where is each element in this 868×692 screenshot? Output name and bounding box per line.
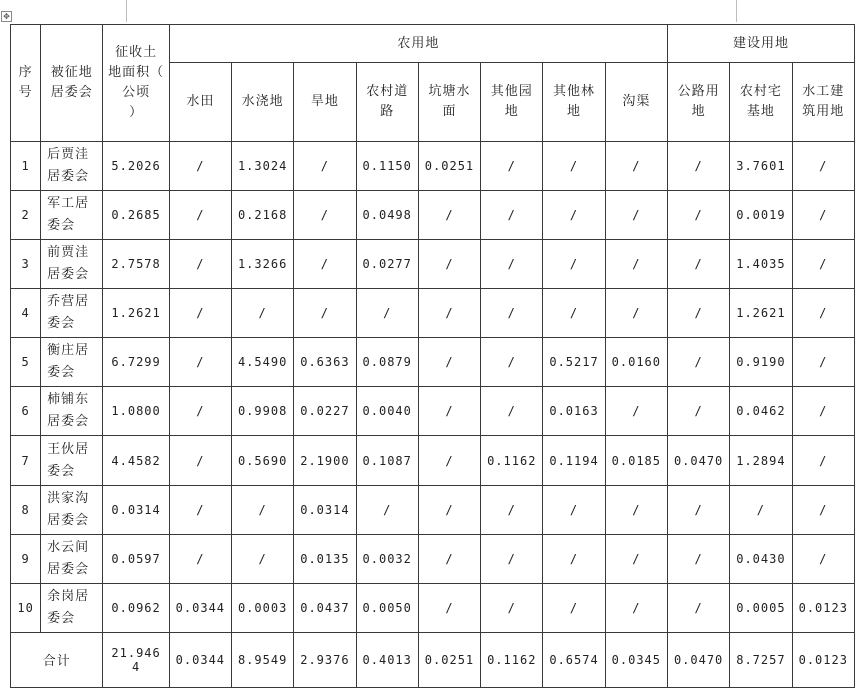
header-area: 征收土 地面积（ 公顷 ） [103, 25, 169, 142]
row-value-9: / [667, 142, 729, 191]
total-value-4: 0.4013 [356, 632, 418, 687]
row-seq: 2 [11, 191, 41, 240]
row-value-1: / [169, 142, 231, 191]
row-value-8: / [605, 534, 667, 583]
row-village-name: 洪家沟 居委会 [41, 485, 103, 534]
total-value-2: 8.9549 [232, 632, 294, 687]
row-seq: 4 [11, 289, 41, 338]
row-value-8: / [605, 485, 667, 534]
row-value-4: 0.0277 [356, 240, 418, 289]
row-seq: 8 [11, 485, 41, 534]
header-col-10: 农村宅 基地 [730, 63, 792, 142]
row-value-3: 0.6363 [294, 338, 356, 387]
row-area: 0.0962 [103, 583, 169, 632]
row-value-10: / [730, 485, 792, 534]
header-col-5: 坑塘水 面 [418, 63, 480, 142]
row-value-7: / [543, 534, 605, 583]
table-row [11, 436, 855, 485]
row-value-4: 0.0879 [356, 338, 418, 387]
row-value-2: 1.3024 [232, 142, 294, 191]
row-value-9: / [667, 191, 729, 240]
row-value-7: 0.1194 [543, 436, 605, 485]
row-value-11: / [792, 534, 854, 583]
row-value-6: / [481, 338, 543, 387]
row-value-3: / [294, 191, 356, 240]
row-value-8: / [605, 191, 667, 240]
row-value-1: / [169, 387, 231, 436]
row-value-2: 4.5490 [232, 338, 294, 387]
row-seq: 5 [11, 338, 41, 387]
row-value-11: / [792, 240, 854, 289]
total-label: 合计 [11, 632, 103, 687]
row-seq: 6 [11, 387, 41, 436]
row-value-9: 0.0470 [667, 436, 729, 485]
table-body [11, 142, 855, 688]
row-area: 5.2026 [103, 142, 169, 191]
row-value-4: 0.1087 [356, 436, 418, 485]
row-value-5: / [418, 485, 480, 534]
header-build-group: 建设用地 [667, 25, 854, 63]
row-value-1: / [169, 289, 231, 338]
header-col-6: 其他园 地 [481, 63, 543, 142]
header-col-4: 农村道 路 [356, 63, 418, 142]
row-value-6: / [481, 289, 543, 338]
row-value-4: 0.0050 [356, 583, 418, 632]
row-value-10: 3.7601 [730, 142, 792, 191]
row-seq: 7 [11, 436, 41, 485]
header-col-8: 沟渠 [605, 63, 667, 142]
row-value-9: / [667, 240, 729, 289]
row-value-6: / [481, 583, 543, 632]
row-value-10: 1.2894 [730, 436, 792, 485]
row-value-6: / [481, 485, 543, 534]
total-value-3: 2.9376 [294, 632, 356, 687]
row-value-3: / [294, 289, 356, 338]
table-row [11, 534, 855, 583]
header-col-7: 其他林 地 [543, 63, 605, 142]
table-row [11, 289, 855, 338]
row-value-6: 0.1162 [481, 436, 543, 485]
row-value-11: / [792, 387, 854, 436]
row-value-9: / [667, 485, 729, 534]
row-value-5: / [418, 387, 480, 436]
row-value-1: / [169, 338, 231, 387]
row-value-8: / [605, 142, 667, 191]
header-row-groups [11, 25, 855, 63]
row-value-1: / [169, 240, 231, 289]
row-seq: 9 [11, 534, 41, 583]
row-value-3: / [294, 240, 356, 289]
ruler-guide-left [126, 0, 127, 22]
row-value-9: / [667, 583, 729, 632]
header-seq: 序 号 [11, 25, 41, 142]
row-value-4: 0.0498 [356, 191, 418, 240]
row-value-1: 0.0344 [169, 583, 231, 632]
row-value-3: / [294, 142, 356, 191]
header-village: 被征地 居委会 [41, 25, 103, 142]
row-value-7: / [543, 142, 605, 191]
total-value-6: 0.1162 [481, 632, 543, 687]
row-value-6: / [481, 142, 543, 191]
header-col-2: 水浇地 [232, 63, 294, 142]
row-value-8: 0.0160 [605, 338, 667, 387]
row-value-5: 0.0251 [418, 142, 480, 191]
total-area: 21.946 4 [103, 632, 169, 687]
row-value-11: / [792, 436, 854, 485]
row-area: 0.0597 [103, 534, 169, 583]
row-value-5: / [418, 534, 480, 583]
row-value-9: / [667, 289, 729, 338]
row-value-8: / [605, 289, 667, 338]
row-village-name: 后贾洼 居委会 [41, 142, 103, 191]
row-area: 6.7299 [103, 338, 169, 387]
total-value-5: 0.0251 [418, 632, 480, 687]
total-value-11: 0.0123 [792, 632, 854, 687]
row-value-1: / [169, 436, 231, 485]
land-acquisition-table [10, 24, 855, 688]
row-value-2: 0.2168 [232, 191, 294, 240]
row-value-5: / [418, 436, 480, 485]
total-value-10: 8.7257 [730, 632, 792, 687]
header-col-3: 旱地 [294, 63, 356, 142]
row-area: 2.7578 [103, 240, 169, 289]
row-value-2: 1.3266 [232, 240, 294, 289]
row-value-7: / [543, 289, 605, 338]
header-col-11: 水工建 筑用地 [792, 63, 854, 142]
row-value-2: 0.5690 [232, 436, 294, 485]
header-agri-group: 农用地 [169, 25, 667, 63]
row-value-2: / [232, 485, 294, 534]
row-value-7: / [543, 191, 605, 240]
row-value-4: 0.0040 [356, 387, 418, 436]
row-village-name: 军工居 委会 [41, 191, 103, 240]
row-value-7: / [543, 240, 605, 289]
row-area: 0.2685 [103, 191, 169, 240]
row-value-4: / [356, 485, 418, 534]
row-value-9: / [667, 338, 729, 387]
row-village-name: 前贾洼 居委会 [41, 240, 103, 289]
row-value-3: 0.0227 [294, 387, 356, 436]
row-village-name: 乔营居 委会 [41, 289, 103, 338]
row-value-11: / [792, 142, 854, 191]
row-value-7: 0.5217 [543, 338, 605, 387]
row-area: 0.0314 [103, 485, 169, 534]
total-value-1: 0.0344 [169, 632, 231, 687]
row-value-10: 1.4035 [730, 240, 792, 289]
row-village-name: 王伙居 委会 [41, 436, 103, 485]
total-value-9: 0.0470 [667, 632, 729, 687]
row-value-10: 0.9190 [730, 338, 792, 387]
row-village-name: 柿铺东 居委会 [41, 387, 103, 436]
row-value-4: / [356, 289, 418, 338]
row-village-name: 余岗居 委会 [41, 583, 103, 632]
row-value-8: / [605, 583, 667, 632]
row-value-10: 0.0019 [730, 191, 792, 240]
table-row [11, 191, 855, 240]
row-value-2: 0.0003 [232, 583, 294, 632]
row-value-5: / [418, 191, 480, 240]
table-row [11, 338, 855, 387]
row-value-7: 0.0163 [543, 387, 605, 436]
table-row [11, 240, 855, 289]
table-row [11, 583, 855, 632]
row-value-10: 0.0462 [730, 387, 792, 436]
table-row [11, 485, 855, 534]
row-area: 4.4582 [103, 436, 169, 485]
row-value-2: / [232, 289, 294, 338]
total-value-8: 0.0345 [605, 632, 667, 687]
row-value-1: / [169, 485, 231, 534]
row-value-6: / [481, 387, 543, 436]
row-value-11: / [792, 289, 854, 338]
row-value-6: / [481, 240, 543, 289]
row-value-6: / [481, 534, 543, 583]
row-value-7: / [543, 583, 605, 632]
ruler-guide-right [736, 0, 737, 22]
row-value-3: 0.0437 [294, 583, 356, 632]
row-value-11: / [792, 485, 854, 534]
row-value-3: 0.0314 [294, 485, 356, 534]
row-value-6: / [481, 191, 543, 240]
row-seq: 3 [11, 240, 41, 289]
row-value-8: / [605, 387, 667, 436]
row-value-1: / [169, 191, 231, 240]
row-value-4: 0.0032 [356, 534, 418, 583]
table-row [11, 387, 855, 436]
table-move-handle-icon[interactable]: ✥ [1, 11, 12, 22]
row-value-5: / [418, 338, 480, 387]
row-value-3: 2.1900 [294, 436, 356, 485]
row-value-10: 0.0430 [730, 534, 792, 583]
row-value-2: 0.9908 [232, 387, 294, 436]
row-value-5: / [418, 289, 480, 338]
row-value-5: / [418, 240, 480, 289]
table-row [11, 142, 855, 191]
header-col-1: 水田 [169, 63, 231, 142]
row-value-2: / [232, 534, 294, 583]
row-value-11: / [792, 191, 854, 240]
row-area: 1.2621 [103, 289, 169, 338]
row-value-9: / [667, 534, 729, 583]
row-value-8: 0.0185 [605, 436, 667, 485]
total-row [11, 632, 855, 687]
row-value-7: / [543, 485, 605, 534]
row-value-10: 1.2621 [730, 289, 792, 338]
row-value-11: / [792, 338, 854, 387]
header-col-9: 公路用 地 [667, 63, 729, 142]
total-value-7: 0.6574 [543, 632, 605, 687]
row-seq: 10 [11, 583, 41, 632]
row-value-11: 0.0123 [792, 583, 854, 632]
row-area: 1.0800 [103, 387, 169, 436]
row-value-8: / [605, 240, 667, 289]
row-value-3: 0.0135 [294, 534, 356, 583]
row-value-10: 0.0005 [730, 583, 792, 632]
row-village-name: 水云间 居委会 [41, 534, 103, 583]
row-value-9: / [667, 387, 729, 436]
row-value-1: / [169, 534, 231, 583]
row-value-5: / [418, 583, 480, 632]
row-value-4: 0.1150 [356, 142, 418, 191]
row-seq: 1 [11, 142, 41, 191]
row-village-name: 衡庄居 委会 [41, 338, 103, 387]
